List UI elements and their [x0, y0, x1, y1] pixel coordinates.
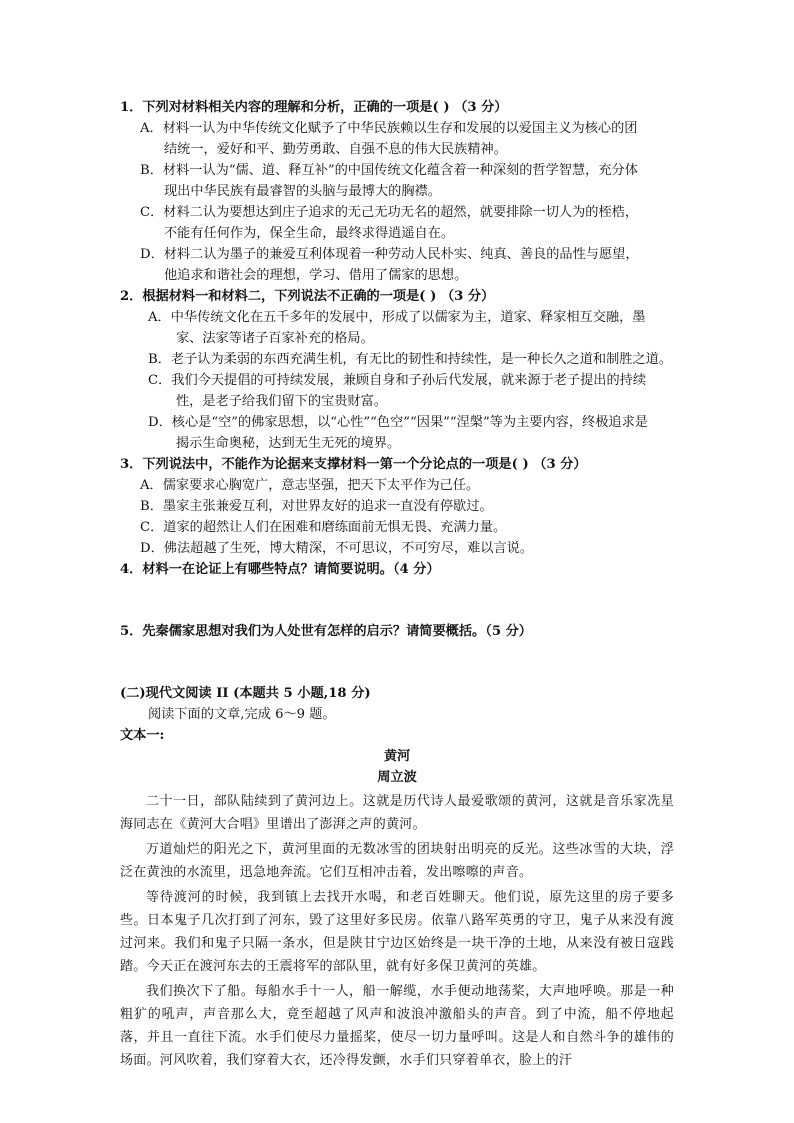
question-1-option-c-cont: 不能有任何作为，保全生命，最终求得逍遥自在。: [164, 226, 455, 241]
question-1-option-d-cont: 他追求和谐社会的理想，学习、借用了儒家的思想。: [164, 268, 468, 283]
question-3-option-c: C．道家的超然让人们在困难和磨练面前无惧无畏、充满力量。: [140, 520, 507, 535]
question-1-stem: 1．下列对材料相关内容的理解和分析，正确的一项是( ) （3 分）: [120, 100, 508, 115]
question-2-option-b: B．老子认为柔弱的东西充满生机，有无比的韧性和持续性，是一种长久之道和制胜之道。: [148, 352, 672, 367]
question-1-option-b: B．材料一认为“儒、道、释互补”的中国传统文化蕴含着一种深刻的哲学智慧，充分体: [140, 163, 638, 178]
question-3-option-b: B．墨家主张兼爱互利，对世界友好的追求一直没有停歇过。: [140, 499, 493, 514]
question-1-option-a-cont: 结统一，爱好和平、勤劳勇敢、自强不息的伟大民族精神。: [164, 142, 507, 157]
question-1-option-b-cont: 现出中华民族有最睿智的头脑与最博大的胸襟。: [164, 184, 441, 199]
question-1-option-d: D．材料二认为墨子的兼爱互利体现着一种劳动人民朴实、纯真、善良的品性与愿望，: [140, 247, 639, 262]
question-2-option-d: D．核心是“空”的佛家思想，以“心性”“色空”“因果”“涅槃”等为主要内容，终极追求是: [148, 415, 648, 430]
question-2-option-a-cont: 家、法家等诸子百家补充的格局。: [176, 331, 374, 346]
question-3-option-a: A．儒家要求心胸宽广，意志坚强，把天下太平作为己任。: [140, 478, 480, 493]
section-heading: (二)现代文阅读 II (本题共 5 小题,18 分): [120, 686, 371, 701]
question-1-option-a: A．材料一认为中华传统文化赋予了中华民族赖以生存和发展的以爱国主义为核心的团: [140, 121, 638, 136]
question-2-stem: 2．根据材料一和材料二，下列说法不正确的一项是( ) （3 分）: [120, 289, 495, 304]
question-2-option-c-cont: 性，是老子给我们留下的宝贵财富。: [176, 394, 387, 409]
question-2-option-d-cont: 揭示生命奥秘，达到无生无死的境界。: [176, 436, 401, 451]
question-4-stem: 4．材料一在论证上有哪些特点？请简要说明。（4 分）: [120, 562, 440, 577]
question-3-option-d: D．佛法超越了生死，博大精深，不可思议，不可穷尽，难以言说。: [140, 541, 534, 556]
article-paragraph: 二十一日，部队陆续到了黄河边上。这就是历代诗人最爱歌颂的黄河，这就是音乐家冼星海同志在《黄河大合唱》里谱出了澎湃之声的黄河。: [120, 794, 674, 832]
article-author: 周立波: [377, 770, 417, 785]
article-title: 黄河: [383, 749, 411, 764]
article-paragraph: 万道灿烂的阳光之下，黄河里面的无数冰雪的团块射出明亮的反光。这些冰雪的大块，浮泛在黄浊的水流里，迅急地奔流。它们互相冲击着，发出嚓嚓的声音。: [120, 842, 674, 880]
section-instruction: 阅读下面的文章,完成 6～9 题。: [148, 707, 336, 722]
question-1-option-c: C．材料二认为要想达到庄子追求的无己无功无名的超然，就要排除一切人为的桎梏，: [140, 205, 639, 220]
question-2-option-c: C．我们今天提倡的可持续发展，兼顾自身和子孙后代发展，就来源于老子提出的持续: [148, 373, 647, 388]
question-5-stem: 5．先秦儒家思想对我们为人处世有怎样的启示？请简要概括。（5 分）: [120, 624, 532, 639]
article-paragraph: 我们换次下了船。每船水手十一人，船一解缆，水手便动地荡桨，大声地呼唤。那是一种粗犷的吼声，声音那么大，竟至超越了风声和波浪冲激船头的声音。到了中流，船不停地起落，并且一直往下流。水手们使尽力量摇桨，使尽一切力量呼叫。这是人和自然斗争的雄伟的场面。河风吹着，我们穿着大衣，还冷得发颤，水手们只穿着单衣，脸上的汗: [120, 984, 674, 1068]
question-3-stem: 3．下列说法中，不能作为论据来支撑材料一第一个分论点的一项是( ) （3 分）: [120, 457, 587, 472]
question-2-option-a: A．中华传统文化在五千多年的发展中，形成了以儒家为主，道家、释家相互交融，墨: [148, 310, 646, 325]
article-paragraph: 等待渡河的时候，我到镇上去找开水喝，和老百姓聊天。他们说，原先这里的房子要多些。日本鬼子几次打到了河东，毁了这里好多民房。依靠八路军英勇的守卫，鬼子从来没有渡过河来。我们和鬼子只隔一条水，但是陕甘宁边区始终是一块干净的土地，从来没有被日寇践踏。今天正在渡河东去的王震将军的部队里，就有好多保卫黄河的英雄。: [120, 890, 674, 974]
text-label: 文本一:: [120, 728, 165, 743]
